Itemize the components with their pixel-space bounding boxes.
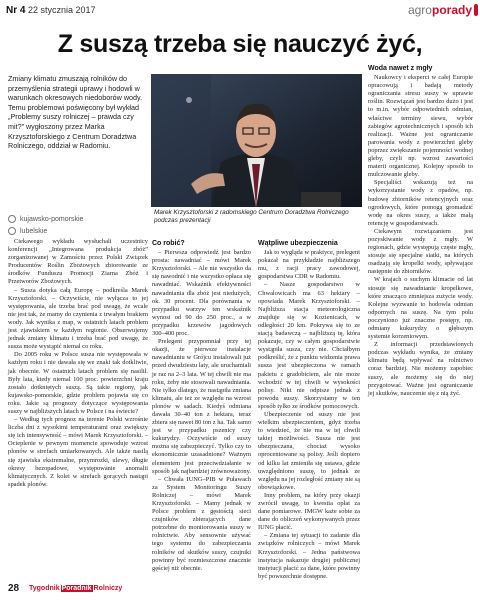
issue-date: 22 stycznia 2017 bbox=[27, 5, 96, 15]
region-tag[interactable] bbox=[8, 225, 148, 237]
section-subheading: Woda nawet z mgły bbox=[368, 65, 433, 72]
section-brand bbox=[408, 3, 472, 17]
body-paragraph: Ciekawym rozwiązaniem jest pozyskiwanie wody z mgły. W regionach, gdzie występują częste mgły, stosuje się specjalne siatki, na których osadzają się kropelki wody, spływające następnie do zbiorników. bbox=[368, 227, 473, 276]
region-label: lubelskie bbox=[20, 227, 48, 235]
article-lead bbox=[8, 74, 148, 151]
location-pin-icon bbox=[8, 215, 16, 223]
article-column-1 bbox=[8, 238, 148, 560]
body-paragraph: Do 2005 roku w Polsce susza nie występowała w każdym roku i nie dawała się we znaki tak dotkliwie, jak obecnie. W ostatnich latach problem się nasilił. Były lata, kiedy niemal 100 proc. powierzchni kraju zostało dotkniętych suszą. Są takie regiony, jak kujawsko-pomorskie, gdzie problem pojawia się co roku. Jakie są prognozy dotyczące występowania suszy w najbliższych latach w Polsce i na świecie? bbox=[8, 351, 148, 415]
body-paragraph: – Susza dotyka całą Europę – podkreśla Marek Krzysztoforski. – Oczywiście, nie wyłącza to jej występowania, ale trzeba brać pod uwagę, że wcale nie jest tak, że mamy do czynienia z trwałym brakiem wody. Jak wynika z map, w ostatnich latach problem jest zjawiskiem w każdym regionie. Obserwujemy jednak zmiany klimatu i trzeba brać pod uwagę, że susza może wystąpić niemal co roku. bbox=[8, 286, 148, 351]
body-paragraph: W krajach o suchym klimacie od lat stosuje się nawadnianie kropelkowe, które znacząco zmniejsza zużycie wody. Kolejne wyzwanie to hodowla odmian odpornych na suszę. Na tym polu poczyniono już znaczne postępy, np. odmiany kukurydzy o głębszym systemie korzeniowym. bbox=[368, 276, 473, 341]
section-subheading: Wątpliwe ubezpieczenia bbox=[258, 240, 338, 247]
region-label: kujawsko-pomorskie bbox=[20, 215, 84, 223]
page-header bbox=[0, 0, 480, 22]
page-number: 28 bbox=[8, 583, 20, 594]
article-photo bbox=[151, 74, 362, 207]
brand-accent: porady bbox=[431, 3, 472, 17]
region-tag[interactable] bbox=[8, 213, 148, 225]
body-paragraph: Inny problem, na który przy okazji zwrócił uwagę, to kwestia opłat za dane pomiarowe. IMGW każe sobie za dane do obliczeń wykonywanych przez IUNG płacić. bbox=[258, 491, 360, 532]
body-paragraph: – Zmiana tej sytuacji to zadanie dla związków rolniczych – mówi Marek Krzysztoforski. – Jedna państwowa instytucja nakazuje drugiej publicznej instytucji płacić za dane, które powinny być powszechnie dostępne. bbox=[258, 532, 360, 580]
issue-info bbox=[6, 5, 96, 16]
issue-number: Nr 4 bbox=[6, 5, 26, 16]
photo-caption: Marek Krzysztoforski z radomskiego Centrum Doradztwa Rolniczego podczas prezentacji bbox=[154, 209, 349, 224]
article-column-2 bbox=[152, 237, 251, 572]
body-paragraph: – Według tych prognoz na terenie Polski wzrośnie liczba dni z wysokimi temperaturami oraz zwiększy się ich intensywność – mówi Marek Krzysztoforski. – Ocieplenie w pewnym momencie spowoduje wzrost plonów w strefach umiarkowanych. Ale także nasilą się zjawiska ekstremalne, przymrozki, ulewy, długie okresy bezopadowe, występowanie anomalii klimatycznych. Z kolei w strefach gorących nastąpi spadek plonów. bbox=[8, 416, 148, 488]
body-paragraph: Jak to wygląda w praktyce, prelegent pokazał na przykładzie najbliższego mu, z racji pracy zawodowej, gospodarstwa CDR w Radomiu. bbox=[258, 249, 360, 281]
body-paragraph: Prelegent przypomniał przy tej okazji, że pierwsze instalacje nawadnianiu w Grójcu instalowali już przed dwudziestu laty, ale uruchamiali je raz na 2–3 lata. W tej chwili nie ma roku, żeby nie stosowali nawadniania. Nie tylko dlatego, że nastąpiła zmiana klimatu, ale też ze względu na wzrost plonów w sadach. Kiedyś odmiana dawała 30–40 ton z hektara, teraz zbiera się nawet 80 ton z ha. Tak samo jest w przypadku pszenicy czy kukurydzy. Oczywiście od suszy można się zabezpieczyć. Tylko czy to ekonomicznie uzasadnione? Ważnym elementem jest przeciwdziałanie w sposób jak najbardziej zrównoważony. bbox=[152, 338, 251, 475]
body-paragraph: – Nasze gospodarstwo w Chwalowicach ma 63 hektary – opowiada Marek Krzysztoforski. – Najbliższa stacja meteorologiczna znajduje się w Kozienicach, w odległości 20 km. Pokrywa się to ze stacją badawczą – najbliższą tę, która pokazuje, czy w całym gospodarstwie wystąpiła susza, czy nie. Chciałbym podkreślić, że z punktu widzenia prawa susza jest ubezpieczona w ramach pakietu z gradobiciem, ale nie może wchodzić w tej chwili w wysokości polisy. Nikt nie odpisze jednak z powodu suszy. Skorzystamy w ten sposób tylko ze środków pomocowych. bbox=[258, 281, 360, 410]
body-paragraph: – Chwała IUNG–PIB w Puławach za System Monitoringu Suszy Rolniczej – mówi Marek Krzysztoforski. – Mamy jednak w Polsce problem z gęstością sieci czujników zbierających dane potrzebne do monitorowania suszy w rolnictwie. Aby sensownie używać tego systemu do zabezpieczania rolników od skutków suszy, czujniki powinny być rozmieszczone znacznie gęściej niż obecnie. bbox=[152, 475, 251, 572]
body-paragraph: Z informacji przedstawionych podczas wykładu wynika, że zmiany klimatu będą wpływać na rolnictwo coraz bardziej. Nie możemy zapobiec suszy, ale możemy się do niej przygotować. Ważne jest ograniczanie jej skutków, nauczenie się z nią żyć. bbox=[368, 341, 473, 397]
brand-leaf-icon bbox=[474, 4, 478, 16]
logo-part: Rolniczy bbox=[93, 585, 123, 592]
body-paragraph: Naukowcy i eksperci w całej Europie opracowują i badają metody ograniczania stresu suszy w uprawie roślin. Rozwiązań jest bardzo dużo i jest to m.in. wybór odpowiednich odmian, właściwe terminy siewu, wybór zabiegów agrotechnicznych i sposób ich realizacji. Ważne jest ograniczanie parowania wody z powierzchni gleby poprzez zwiększanie pojemności wodnej gleby, czyli np. wzrost zawartości materii organicznej. Kolejny sposób to mulczowanie gleby. bbox=[368, 74, 473, 179]
brand-main: agro bbox=[407, 3, 432, 17]
region-tags bbox=[8, 213, 148, 237]
logo-part: Poradnik bbox=[61, 585, 92, 592]
body-paragraph: – Pierwsza odpowiedź jest bardzo prosta: nawadniać – mówi Marek Krzysztoforski. – Ale nie wszystko da się nawodnić i nie wszystko opłaca się nawadniać. Wskaźnik efektywności nawadniania dla zbóż jest niedużych, ok. 30 procent. Dla porównania w przypadku warzyw ten wskaźnik wynosi od 90 do 250 proc., a w przypadku krzewów jagodowych 300–400 proc. bbox=[152, 249, 251, 338]
speaker-photo-illustration bbox=[151, 74, 362, 207]
article-column-4 bbox=[368, 62, 473, 560]
article-column-3 bbox=[258, 237, 360, 580]
page-footer bbox=[0, 576, 480, 600]
article-headline: Z suszą trzeba się nauczyć żyć, bbox=[57, 30, 423, 58]
logo-part: Tygodnik bbox=[29, 585, 60, 592]
body-paragraph: Specjaliści wskazują też na wykorzystanie wody z opadów, np. budowę zbiorników retencyjnych oraz ogrodowych, które pomogą gromadzić wodę na okres suszy, a także małą retencję w gospodarstwach. bbox=[368, 179, 473, 227]
location-pin-icon bbox=[8, 227, 16, 235]
lead-text: Zmiany klimatu zmuszają rolników do przemyślenia strategii uprawy i hodowli w warunkach okresowych niedoborów wody. Temu problemowi poświęcony był wykład „Problemy suszy rolniczej – prawda czy mit?” wygłoszony przez Marka Krzysztoforskiego z Centrum Doradztwa Rolniczego, oddział w Radomiu. bbox=[8, 74, 143, 151]
body-paragraph: Ciekawego wykładu wysłuchali uczestnicy konferencji „Integrowana produkcja zbóż” zorganizowanej w Zamościu przez Polski Związek Producentów Roślin Zbożowych zbiorowanie ze środków Funduszu Promocji Ziarna Zbóż i Przetworów Zbożowych. bbox=[8, 238, 148, 286]
publication-logo bbox=[28, 585, 123, 592]
body-paragraph: Ubezpieczenie od suszy nie jest wielkim ubezpieczeniem, gdyż trzeba to wiedzieć, że nie ma w tej chwili takiej możliwości. Susza nie jest ubezpieczana, chociaż wysoko oprocentowane są polisy. Jeśli dopiero od kilku lat zmieniła się ustawa, gdzie uwzględniono suszę, to jednak ze względu na jej rozległość zmiany nie są obowiązkowe. bbox=[258, 410, 360, 491]
section-subheading: Co robić? bbox=[152, 240, 185, 247]
